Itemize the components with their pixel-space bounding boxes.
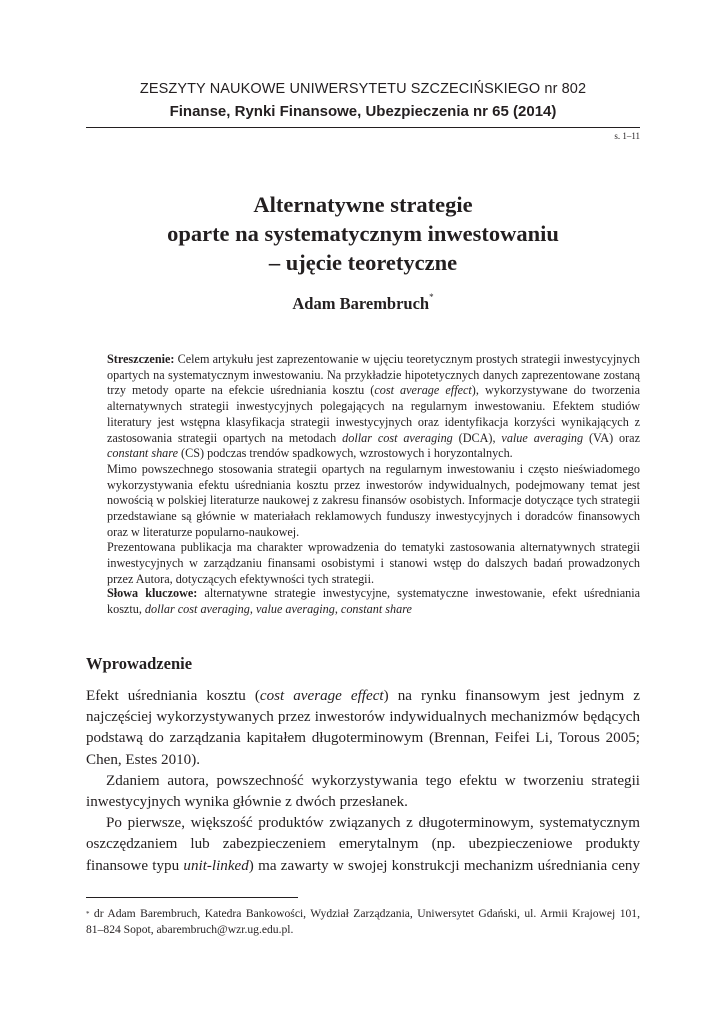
body-paragraph-3 bbox=[86, 813, 640, 877]
keywords-paragraph bbox=[107, 586, 640, 617]
keywords-separator: , bbox=[334, 601, 341, 616]
body-term: cost average effect bbox=[259, 688, 384, 704]
journal-series-title: ZESZYTY NAUKOWE UNIWERSYTETU SZCZECIŃSKIEGO nr 802 bbox=[139, 81, 587, 97]
body-text-run: ) na rynku finansowym jest jednym z najczęściej wykorzystywanych przez inwestorów indywidualnych mechanizmów będących podstawą do zarządzania kapitałem długoterminowym (Brennan, Feifei Li, Torous 2005; Chen, Estes 2010). bbox=[86, 688, 641, 768]
abstract-term: constant share bbox=[107, 446, 178, 461]
title-line-2: oparte na systematycznym inwestowaniu bbox=[167, 221, 559, 246]
page-range: s. 1–11 bbox=[614, 131, 640, 141]
abstract-text: (DCA), bbox=[452, 430, 502, 445]
footnote-text: dr Adam Barembruch, Katedra Bankowości, Wydział Zarządzania, Uniwersytet Gdański, ul. Armii Krajowej 101, 81–824 Sopot, abarembruch@wzr.ug.edu.pl. bbox=[86, 907, 640, 936]
journal-issue-title: Finanse, Rynki Finansowe, Ubezpieczenia nr 65 (2014) bbox=[169, 103, 557, 120]
abstract-text: (CS) podczas trendów spadkowych, wzrostowych i horyzontalnych. bbox=[177, 446, 513, 461]
abstract-text: Celem artykułu jest zaprezentowanie w ujęciu teoretycznym prostych strategii inwestycyjnych opartych na systematycznym inwestowaniu. Na przykładzie hipotetycznych danych zaprezentowane zostaną trzy metody oparte na efekcie uśredniania kosztu ( bbox=[107, 352, 640, 398]
abstract-text: ), wykorzystywane do tworzenia alternatywnych strategii inwestycyjnych polegających na regularnym inwestowaniu. Efektem studiów literatury jest wstępna klasyfikacja strategii inwestycyjnych oraz identyfikacja korzyści wynikających z zastosowania strategii opartych na metodach bbox=[107, 383, 640, 445]
abstract-term: cost average effect bbox=[374, 383, 472, 398]
body-paragraph-2: Zdaniem autora, powszechność wykorzystywania tego efektu w tworzeniu strategii inwestycyjnych wynika głównie z dwóch przesłanek. bbox=[86, 772, 640, 811]
abstract-paragraph-3: Prezentowana publikacja ma charakter wprowadzenia do tematyki zastosowania alternatywnych strategii inwestycyjnych w zarządzaniu finansami osobistymi i stanowi wstęp do dalszych badań prowadzonych przez Autora, dotyczących efektywności tych strategii. bbox=[107, 540, 640, 586]
body-text bbox=[86, 686, 640, 877]
abstract-paragraph-1 bbox=[107, 352, 640, 462]
article-title bbox=[86, 190, 640, 277]
abstract-term: value averaging bbox=[501, 430, 584, 445]
footnote-rule bbox=[86, 897, 298, 898]
abstract-text: (VA) oraz bbox=[583, 430, 640, 445]
section-heading: Wprowadzenie bbox=[86, 654, 193, 673]
keyword-term: dollar cost averaging bbox=[144, 601, 250, 616]
title-line-3: – ujęcie teoretyczne bbox=[268, 250, 458, 275]
body-text-run: ) ma zawarty w swojej konstrukcji mechanizm uśredniania ceny bbox=[248, 857, 640, 874]
footnote-mark: * bbox=[86, 910, 90, 918]
body-text-run: Po pierwsze, większość produktów związanych z długoterminowym, systematycznym oszczędzaniem lub zabezpieczeniem emerytalnym (np. ubezpieczeniowe produkty finansowe typu bbox=[86, 815, 640, 874]
abstract-paragraph-2: Mimo powszechnego stosowania strategii opartych na regularnym inwestowaniu i często nieświadomego wykorzystywania efektu uśredniania kosztu przez inwestorów indywidualnych, podejmowany temat jest nowością w polskiej literaturze naukowej z zakresu finansów osobistych. Informacje dotyczące tych strategii przedstawiane są głównie w materiałach reklamowych funduszy inwestycyjnych i doradców finansowych oraz w literaturze popularno-naukowej. bbox=[107, 461, 640, 539]
footnote bbox=[86, 906, 640, 938]
author-name: Adam Barembruch bbox=[292, 294, 430, 313]
abstract-label: Streszczenie: bbox=[107, 352, 175, 366]
title-line-1: Alternatywne strategie bbox=[253, 192, 473, 217]
author-footnote-mark: * bbox=[429, 292, 434, 302]
keywords-separator: , bbox=[249, 601, 256, 616]
keyword-term: constant share bbox=[340, 601, 412, 616]
keywords-text: alternatywne strategie inwestycyjne, systematyczne inwestowanie, efekt uśredniania kosztu, bbox=[107, 586, 640, 616]
body-term: unit-linked bbox=[183, 857, 249, 874]
abstract bbox=[107, 352, 640, 588]
body-text-run: Efekt uśredniania kosztu ( bbox=[86, 688, 260, 704]
author bbox=[86, 294, 640, 314]
keywords-label: Słowa kluczowe: bbox=[107, 586, 198, 600]
keywords bbox=[107, 586, 640, 617]
keyword-term: value averaging bbox=[255, 601, 335, 616]
footnote-paragraph bbox=[86, 906, 640, 938]
header-rule bbox=[86, 127, 640, 128]
body-paragraph-1 bbox=[86, 686, 640, 771]
abstract-term: dollar cost averaging bbox=[342, 430, 453, 445]
